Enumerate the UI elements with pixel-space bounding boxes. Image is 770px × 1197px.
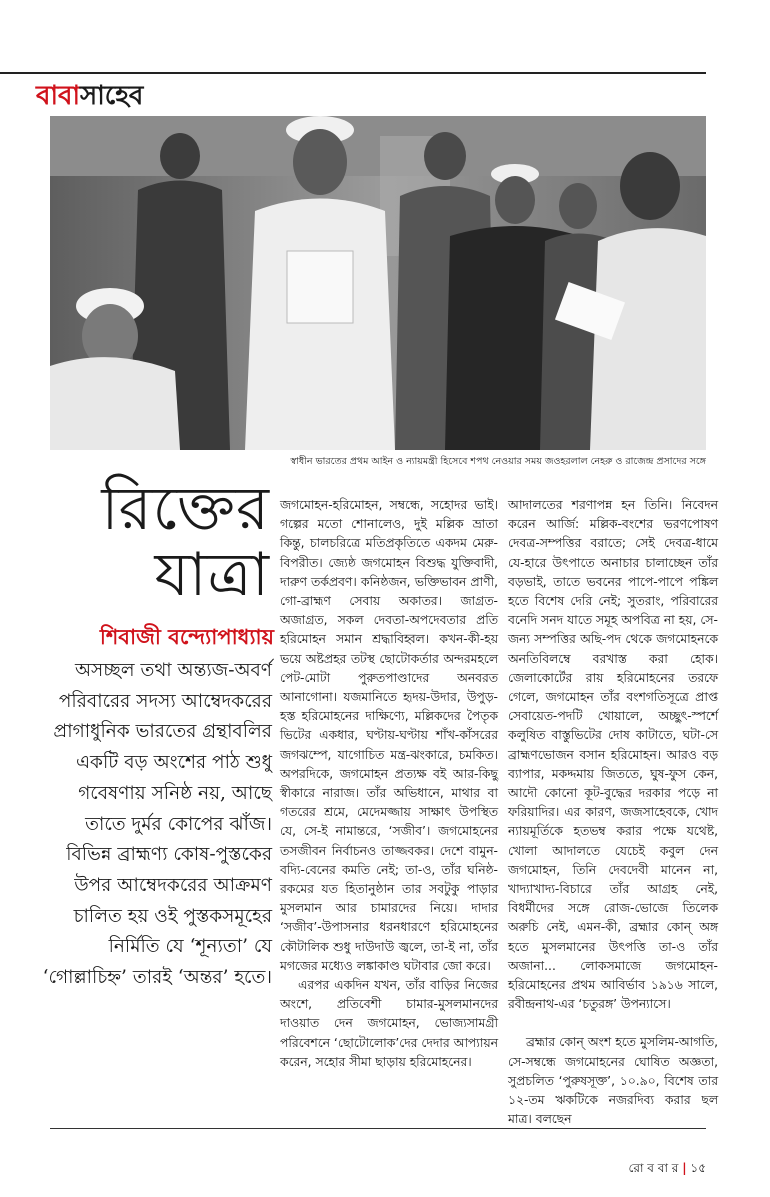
historic-photo <box>50 116 706 450</box>
column-2-paragraph-1: আদালতের শরণাপন্ন হন তিনি। নিবেদন করেন আর্জি: মল্লিক-বংশের ভরণপোষণ দেবত্র-সম্পত্তির বরাতে; সেই দেবত্র-ধামে যে-হারে উৎপাতে অনাচার চালাচ্ছেন তাঁর বড়ভাই, তাতে ভবনের পাপে-পাপে পঙ্কিল হতে বিশেষ দেরি নেই; সুতরাং, পরিবারের বনেদি সনদ যাতে সমূহ অপবিত্র না হয়, সে-জন্য সম্পত্তির অছি-পদ থেকে জগমোহনকে অনতিবিলম্বে বরখাস্ত করা হোক। জেলাকোর্টের রায় হরিমোহনের তরফে গেলে, জগমোহন তাঁর বংশগতিসূত্রে প্রাপ্ত সেবায়েত-পদটি খোয়ালে, অচ্ছুৎ-স্পর্শে কলুষিত বাস্তুভিটের দোষ কাটাতে, ঘটা-সে ব্রাহ্মণভোজন বসান হরিমোহন। আরও বড় ব্যাপার, মকদ্দমায় জিততে, ঘুষ-ফুস কেন, আদৌ কোনো কূট-বুদ্ধের দরকার পড়ে না ফরিয়াদির। এর কারণ, জজসাহেবকে, খোদ ন্যায়মূর্তিকে হতভম্ব করার পক্ষে যথেষ্ট, খোলা আদালতে যেচেই কবুল দেন জগমোহন, তিনি দেবদেবী মানেন না, খাদ্যাখাদ্য-বিচারে তাঁর আগ্রহ নেই, বিধর্মীদের সঙ্গে রোজ-ভোজে তিলেক অরুচি নেই, এমন-কী, ব্রহ্মার কোন্ অঙ্গ হতে মুসলমানের উৎপত্তি তা-ও তাঁর অজানা... লোকসমাজে জগমোহন-হরিমোহনের প্রথম আবির্ভাব ১৯১৬ সালে, রবীন্দ্রনাথ-এর ‘চতুরঙ্গ’ উপন্যাসে। <box>508 498 718 1012</box>
section-label-black: সাহেব <box>80 81 144 111</box>
column-1-paragraph-2: এরপর একদিন যখন, তাঁর বাড়ির নিজের অংশে, প্রতিবেশী চামার-মুসলমানদের দাওয়াত দেন জগমোহন, ভোজ্যসামগ্রী পরিবেশনে ‘ছোটোলোক’দের দেদার আপ্যায়ন করেন, সহোর সীমা ছাড়ায় হরিমোহনের। <box>280 978 498 1069</box>
bottom-rule <box>50 1128 706 1129</box>
author-byline: শিবাজী বন্দ্যোপাধ্যায় <box>99 625 274 649</box>
article-title <box>64 476 270 608</box>
title-line-1: রিক্তের <box>101 474 270 544</box>
section-header <box>36 80 143 112</box>
article-column-1 <box>280 496 498 1072</box>
photo-caption: স্বাধীন ভারতের প্রথম আইন ও ন্যায়মন্ত্রী হিসেবে শপথ নেওয়ার সময় জওহরলাল নেহরু ও রাজেন্দ্র প্রসাদের সঙ্গে <box>290 456 706 467</box>
folio-separator: | <box>682 1161 687 1175</box>
column-2-paragraph-2: ব্রহ্মার কোন্ অংশ হতে মুসলিম-আগতি, সে-সম্বন্ধে জগমোহনের ঘোষিত অজ্ঞতা, সুপ্রচলিত ‘পুরুষসূক্ত’, ১০.৯০, বিশেষ তার ১২-তম ঋকটিকে নজরদিব্য করার ছল মাত্র। বলছেন <box>508 1035 718 1127</box>
page-number: ১৫ <box>690 1161 706 1175</box>
magazine-name: রো ব বা র <box>628 1161 679 1175</box>
section-label-red: বাবা <box>36 81 81 111</box>
title-line-2: যাত্রা <box>154 540 270 610</box>
article-column-2 <box>508 496 718 1130</box>
column-1-paragraph-1: জগমোহন-হরিমোহন, সম্বন্ধে, সহোদর ভাই। গল্পের মতো শোনালেও, দুই মল্লিক ভ্রাতা কিন্তু, চালচরিত্রে মতিপ্রকৃতিতে একদম মেরু-বিপরীত। জ্যেষ্ঠ জগমোহন বিশুদ্ধ যুক্তিবাদী, দারুণ তর্কপ্রবণ। কনিষ্ঠজন, ভক্তিভাবন প্রাণী, গো-ব্রাহ্মণ সেবায় অকাতর। জাগ্রত-অজাগ্রত, সকল দেবতা-অপদেবতার প্রতি হরিমোহন সমান শ্রদ্ধাবিহ্বল। কখন-কী-হয় ভয়ে অষ্টপ্রহর তটস্থ ছোটোকর্তার অন্দরমহলে পেট-মোটা পুরুতপাণ্ডাদের অনবরত আনাগোনা। যজমানিতে হৃদয়-উদার, উপুড়-হস্ত হরিমোহনের দাক্ষিণ্যে, মল্লিকদের পৈতৃক ভিটের একধার, ঘণ্টায়-ঘণ্টায় শাঁখ-কাঁসরের জগঝম্পে, যাগোচিত মন্ত্র-ঝংকারে, চমকিত। অপরদিকে, জগমোহন প্রত্যক্ষ বই আর-কিছু স্বীকারে নারাজ। তাঁর অভিধানে, মাথার বা গতরের শ্রমে, মেদেমজ্জায় সাক্ষাৎ উপস্থিত যে, সে-ই নামান্তরে, ‘সজীব’। জগমোহনের তসজীবন নির্বাচনও তাজ্জবকর। দেশে বামুন-বদ্যি-বেনের কমতি নেই; তা-ও, তাঁর ঘনিষ্ঠ-রকমের যত হিতানুষ্ঠান তার সবটুকু পাড়ার মুসলমান আর চামারদের নিয়ে। দাদার ‘সজীব’-উপাসনার ধরনধারণে হরিমোহনের কৌটালিক শুধু দাউদাউ জ্বলে, তা-ই না, তাঁর মগজের মধ্যেও লঙ্কাকাণ্ড ঘটাবার জো করে। <box>280 498 498 973</box>
top-rule <box>0 72 706 74</box>
pull-quote: অসচ্ছল তথা অন্ত্যজ-অবর্ণ পরিবারের সদস্য আম্বেদকরের প্রাগাধুনিক ভারতের গ্রন্থাবলির একটি বড় অংশের পাঠ শুধু গবেষণায় সনিষ্ঠ নয়, আছে তাতে দুর্মর কোপের ঝাঁজ। বিভিন্ন ব্রাহ্মণ্য কোষ-পুস্তকের উপর আম্বেদকরের আক্রমণ চালিত হয় ওই পুস্তকসমূহের নির্মিতি যে ‘শূন্যতা’ যে ‘গোল্লাচিহ্ন’ তারই ‘অন্তর’ হতে। <box>42 660 272 989</box>
photo-illustration <box>50 116 706 450</box>
page-folio <box>560 1160 706 1180</box>
